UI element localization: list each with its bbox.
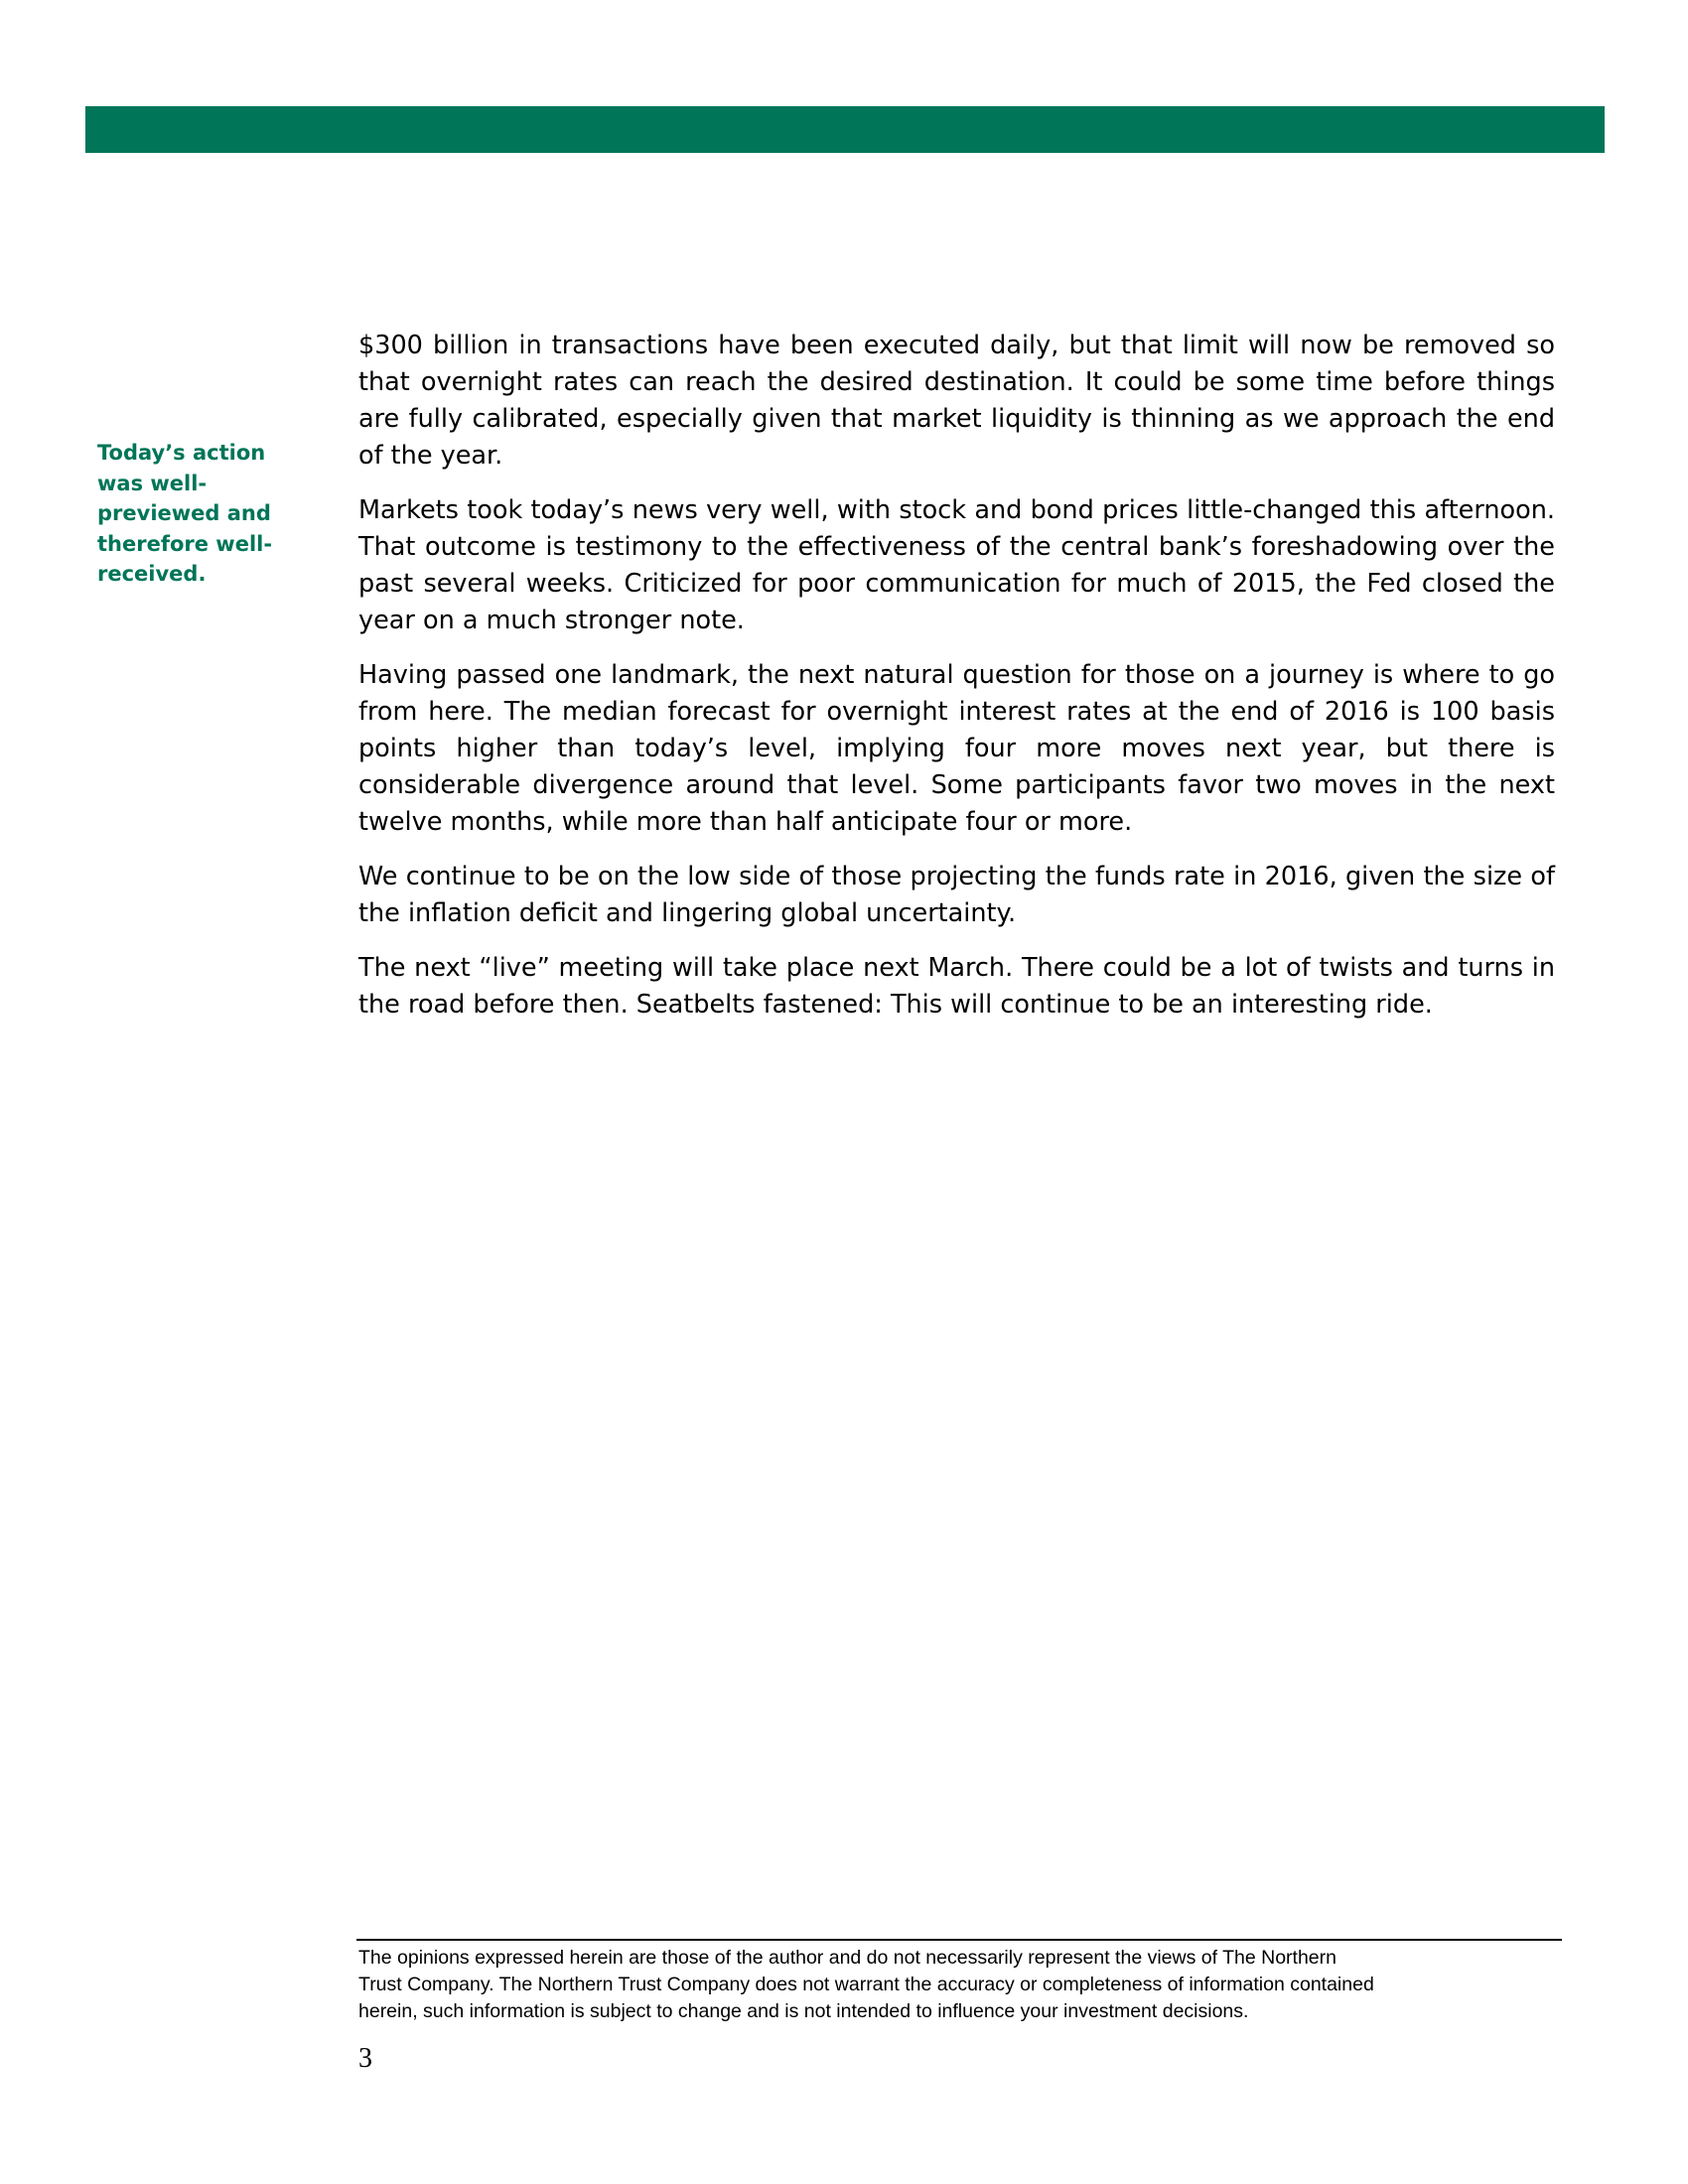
- disclaimer-line: The opinions expressed herein are those of the author and do not necessarily represent the views of The Northern: [358, 1947, 1336, 1969]
- footer-divider: [356, 1939, 1562, 1941]
- body-paragraph: We continue to be on the low side of those projecting the funds rate in 2016, given the size of the inflation deficit and lingering global uncertainty.: [358, 862, 1555, 928]
- pull-quote-line: received.: [97, 562, 207, 586]
- disclaimer-line: Trust Company. The Northern Trust Company does not warrant the accuracy or completeness of information contained: [358, 1974, 1374, 1995]
- header-band: [85, 106, 1605, 153]
- disclaimer: [358, 1945, 1562, 2025]
- disclaimer-line: herein, such information is subject to change and is not intended to influence your investment decisions.: [358, 2000, 1249, 2022]
- pull-quote-line: therefore well-: [97, 531, 273, 556]
- body-paragraph: The next “live” meeting will take place next March. There could be a lot of twists and turns in the road before then. Seatbelts fastened: This will continue to be an interesting ride.: [358, 953, 1555, 1020]
- article-body: [358, 328, 1555, 1041]
- body-paragraph: Markets took today’s news very well, with stock and bond prices little-changed this afternoon. That outcome is testimony to the effectiveness of the central bank’s foreshadowing over the past several weeks. Criticized for poor communication for much of 2015, the Fed closed the year on a much stronger note.: [358, 495, 1555, 635]
- sidebar-pull-quote: [97, 438, 296, 590]
- page-number: 3: [358, 2043, 372, 2074]
- pull-quote-line: previewed and: [97, 501, 271, 525]
- pull-quote-line: Today’s action: [97, 441, 266, 465]
- body-paragraph: Having passed one landmark, the next natural question for those on a journey is where to go from here. The median forecast for overnight interest rates at the end of 2016 is 100 basis points higher than today’s level, implying four more moves next year, but there is considerable divergence around that level. Some participants favor two moves in the next twelve months, while more than half anticipate four or more.: [358, 660, 1555, 837]
- pull-quote-line: was well-: [97, 471, 208, 495]
- body-paragraph: $300 billion in transactions have been executed daily, but that limit will now be removed so that overnight rates can reach the desired destination. It could be some time before things are fully calibrated, especially given that market liquidity is thinning as we approach the end of the year.: [358, 331, 1555, 471]
